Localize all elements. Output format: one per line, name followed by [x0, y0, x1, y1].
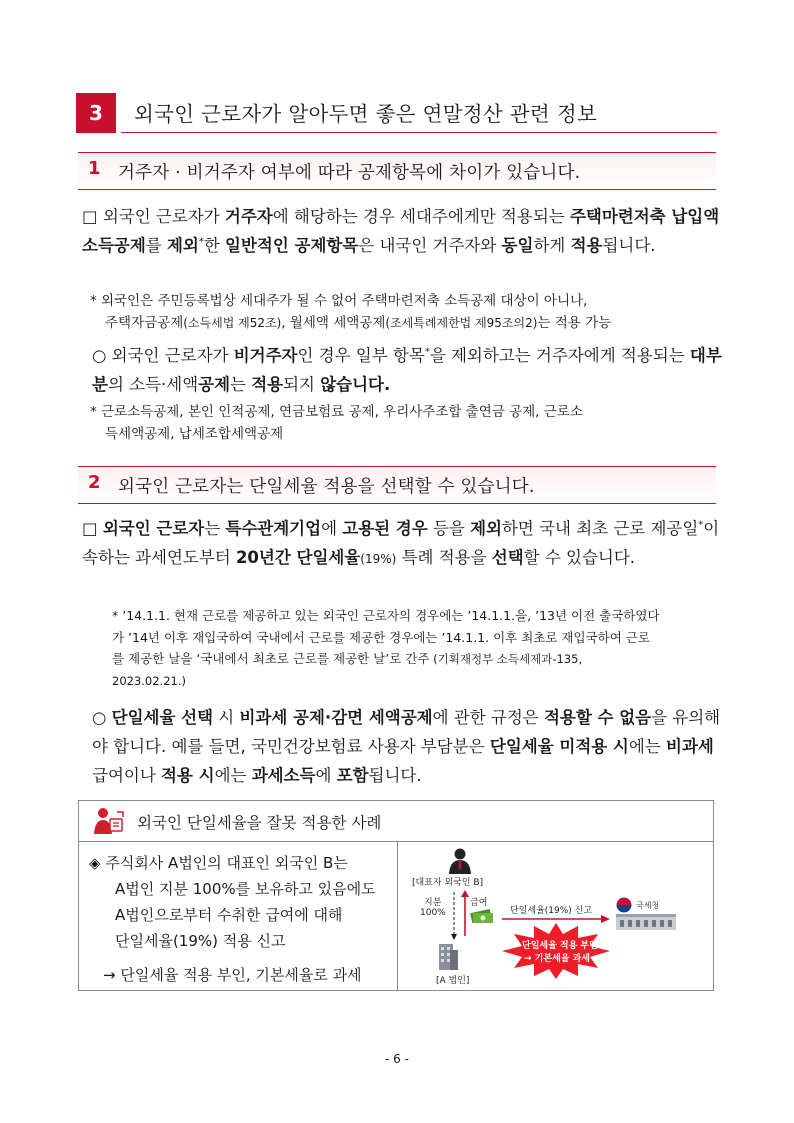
- example-description: ◈ 주식회사 A법인의 대표인 외국인 B는 A법인 지분 100%를 보유하고 있음에도 A법인으로부터 수취한 급여에 대해 단일세율(19%) 적용 신고 → 단일세율 적용 부인, 기본세율로 과세: [79, 842, 398, 990]
- section-title: 외국인 근로자가 알아두면 좋은 연말정산 관련 정보: [134, 102, 598, 126]
- arrow-icon: →: [103, 966, 116, 984]
- subheader-1-number: 1: [88, 158, 101, 179]
- subheader-1: [78, 152, 716, 190]
- example-box-header: [79, 801, 713, 842]
- paragraph-flat-rate-caution: ○ 단일세율 선택 시 비과세 공제·감면 세액공제에 관한 규정은 적용할 수 없음을 유의해야 합니다. 예를 들면, 국민건강보험료 사용자 부담분은 단일세율 미적용 시에는 비과세 급여이나 적용 시에는 과세소득에 포함됩니다.: [92, 708, 721, 785]
- footnote-flat-rate: * ’14.1.1. 현재 근로를 제공하고 있는 외국인 근로자의 경우에는 ’14.1.1.을, ’13년 이전 출국하였다 가 ’14년 이후 재입국하여 국내에서 근로를 제공한 경우에는 ’14.1.1. 이후 최초로 재입국하여 근로 를 제공한 날을 ‘국내에서 최초로 근로를 제공한 날’로 간주 (기획재정부 소득세제과-135, 2023.02.21.): [112, 608, 660, 688]
- example-diagram: [398, 842, 713, 990]
- diagram-report-label: 단일세율(19%) 신고: [510, 906, 593, 916]
- diagram-share-label: 지분: [424, 898, 442, 908]
- diamond-icon: ◈: [89, 854, 101, 872]
- section-underline: [121, 132, 717, 133]
- paragraph-nonresident: ○ 외국인 근로자가 비거주자인 경우 일부 항목*을 제외하고는 거주자에게 적용되는 대부분의 소득·세액공제는 적용되지 않습니다.: [92, 346, 722, 394]
- diagram-share-pct: 100%: [420, 908, 446, 918]
- diagram-person-label: [대표자 외국인 B]: [412, 878, 484, 888]
- circle-bullet: ○: [92, 346, 107, 365]
- circle-bullet: ○: [92, 708, 107, 727]
- diagram-burst-line1: 단일세율 적용 부인: [522, 941, 598, 951]
- square-bullet: □: [82, 207, 98, 226]
- footnote-resident: * 외국인은 주민등록법상 세대주가 될 수 없어 주택마련저축 소득공제 대상이 아니나, 주택자금공제(소득세법 제52조), 월세액 세액공제(조세특례제한법 제95조의2)는 적용 가능: [90, 293, 612, 331]
- page-number: - 6 -: [385, 1052, 409, 1066]
- person-alert-icon: [93, 807, 125, 835]
- section-number-badge: 3: [76, 93, 116, 133]
- diagram-burst-line2: → 기본세율 과세: [524, 954, 590, 964]
- subheader-2-number: 2: [88, 472, 101, 493]
- money-icon: [470, 908, 494, 924]
- example-title: 외국인 단일세율을 잘못 적용한 사례: [137, 814, 382, 832]
- subheader-2-title: 외국인 근로자는 단일세율 적용을 선택할 수 있습니다.: [118, 477, 535, 497]
- square-bullet: □: [82, 519, 98, 538]
- subheader-1-title: 거주자 · 비거주자 여부에 따라 공제항목에 차이가 있습니다.: [118, 163, 581, 183]
- diagram-corp-label: [A 법인]: [436, 976, 470, 986]
- diagram-salary-label: 급여: [470, 898, 488, 908]
- paragraph-flat-rate: □ 외국인 근로자는 특수관계기업에 고용된 경우 등을 제외하면 국내 최초 근로 제공일*이 속하는 과세연도부터 20년간 단일세율(19%) 특례 적용을 선택할 수 있습니다.: [82, 519, 720, 567]
- footnote-nonresident: * 근로소득공제, 본인 인적공제, 연금보험료 공제, 우리사주조합 출연금 공제, 근로소 득세액공제, 납세조합세액공제: [90, 404, 583, 442]
- businessman-icon: [448, 848, 472, 874]
- building-icon: [436, 942, 460, 970]
- paragraph-resident: □ 외국인 근로자가 거주자에 해당하는 경우 세대주에게만 적용되는 주택마련저축 납입액 소득공제를 제외*한 일반적인 공제항목은 내국인 거주자와 동일하게 적용됩니다.: [82, 207, 720, 255]
- diagram-nts-label: 국세청: [636, 901, 660, 910]
- example-box: [78, 800, 714, 991]
- subheader-2: [78, 466, 716, 504]
